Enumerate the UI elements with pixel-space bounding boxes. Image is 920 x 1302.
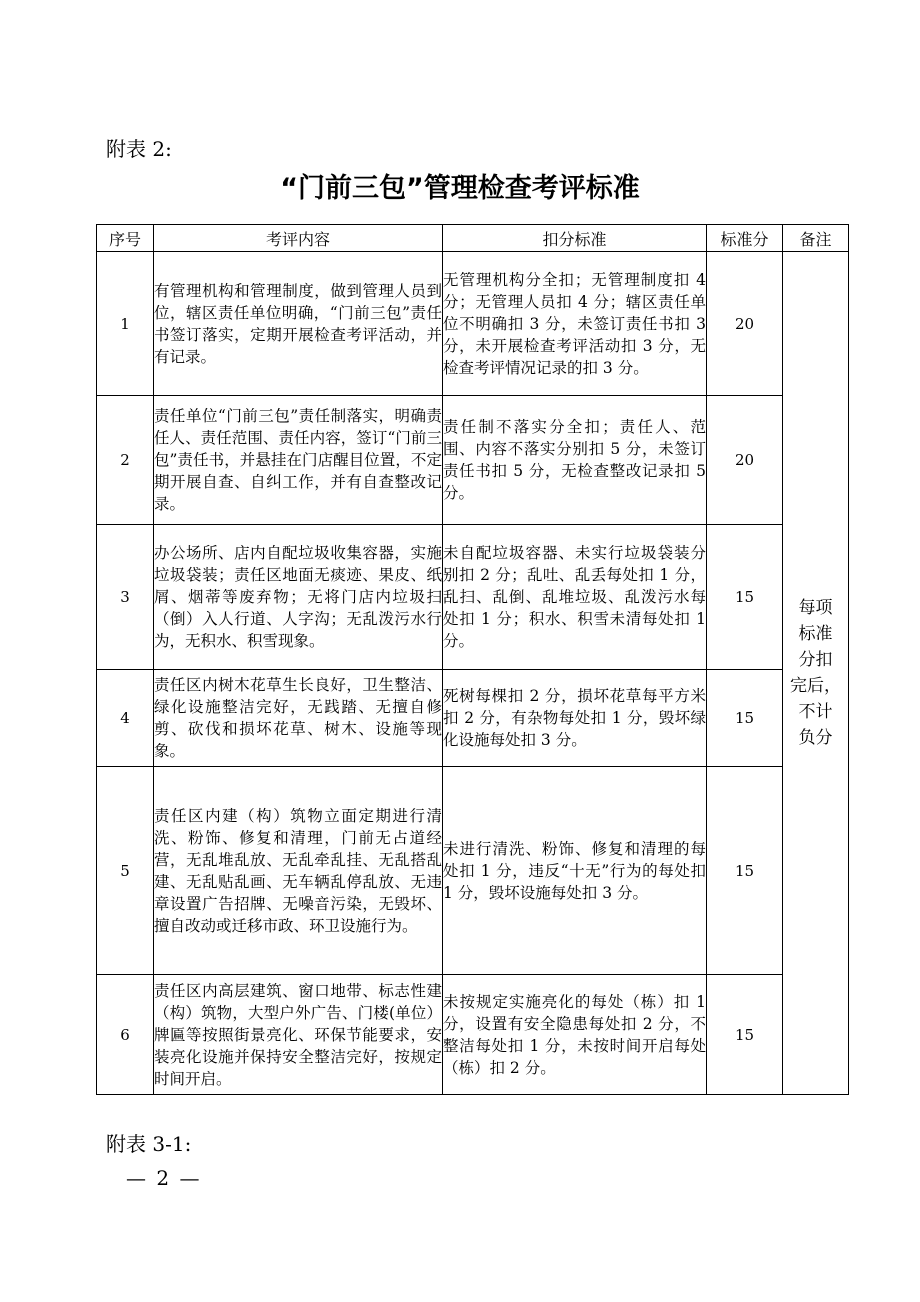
evaluation-table — [96, 224, 849, 1095]
remark-line: 标准 — [798, 624, 833, 644]
table-row — [97, 396, 849, 525]
table-row — [97, 525, 849, 670]
row-deduction: 未自配垃圾容器、未实行垃圾袋装分别扣 2 分；乱吐、乱丢每处扣 1 分，乱扫、乱倒、乱堆垃圾、乱泼污水每处扣 1 分；积水、积雪未清每处扣 1 分。 — [443, 525, 707, 670]
row-deduction: 未进行清洗、粉饰、修复和清理的每处扣 1 分，违反“十无”行为的每处扣 1 分，毁坏设施每处扣 3 分。 — [443, 767, 707, 975]
appendix-label: 附表 2: — [106, 137, 172, 161]
row-number: 6 — [97, 975, 154, 1095]
row-deduction: 死树每棵扣 2 分，损坏花草每平方米扣 2 分，有杂物每处扣 1 分，毁坏绿化设施每处扣 3 分。 — [443, 670, 707, 767]
row-number: 4 — [97, 670, 154, 767]
row-score: 20 — [707, 252, 783, 396]
row-deduction: 无管理机构分全扣；无管理制度扣 4 分；无管理人员扣 4 分；辖区责任单位不明确扣 3 分，未签订责任书扣 3 分，未开展检查考评活动扣 3 分，无检查考评情况记录的扣 3 分。 — [443, 252, 707, 396]
header-remark: 备注 — [783, 225, 849, 252]
row-number: 1 — [97, 252, 154, 396]
row-number: 5 — [97, 767, 154, 975]
row-content: 责任区内建（构）筑物立面定期进行清洗、粉饰、修复和清理，门前无占道经营，无乱堆乱放、无乱牵乱挂、无乱搭乱建、无乱贴乱画、无车辆乱停乱放、无违章设置广告招牌、无噪音污染，无毁坏、擅自改动或迁移市政、环卫设施行为。 — [154, 767, 443, 975]
table-row — [97, 252, 849, 396]
row-content: 责任区内树木花草生长良好，卫生整洁、绿化设施整洁完好，无践踏、无擅自修剪、砍伐和损坏花草、树木、设施等现象。 — [154, 670, 443, 767]
remark-line: 不计 — [798, 702, 833, 722]
header-score: 标准分 — [707, 225, 783, 252]
row-score: 15 — [707, 670, 783, 767]
row-number: 2 — [97, 396, 154, 525]
row-score: 15 — [707, 975, 783, 1095]
row-deduction: 责任制不落实分全扣；责任人、范围、内容不落实分别扣 5 分，未签订责任书扣 5 分，无检查整改记录扣 5 分。 — [443, 396, 707, 525]
document-title: “门前三包”管理检查考评标准 — [280, 173, 640, 204]
row-content: 有管理机构和管理制度，做到管理人员到位，辖区责任单位明确，“门前三包”责任书签订落实，定期开展检查考评活动，并有记录。 — [154, 252, 443, 396]
header-deduction: 扣分标准 — [443, 225, 707, 252]
row-score: 15 — [707, 525, 783, 670]
appendix-label-3-1: 附表 3-1: — [106, 1132, 192, 1156]
table-row — [97, 670, 849, 767]
remark-line: 完后， — [790, 676, 841, 696]
table-row — [97, 767, 849, 975]
row-content: 办公场所、店内自配垃圾收集容器，实施垃圾袋装；责任区地面无痰迹、果皮、纸屑、烟蒂等废弃物；无将门店内垃圾扫（倒）入人行道、人字沟；无乱泼污水行为，无积水、积雪现象。 — [154, 525, 443, 670]
table-row — [97, 975, 849, 1095]
page-number: — 2 — — [126, 1166, 202, 1190]
remark-cell — [783, 252, 849, 1095]
row-content: 责任单位“门前三包”责任制落实，明确责任人、责任范围、责任内容，签订“门前三包”责任书，并悬挂在门店醒目位置，不定期开展自查、自纠工作，并有自查整改记录。 — [154, 396, 443, 525]
row-score: 15 — [707, 767, 783, 975]
row-deduction: 未按规定实施亮化的每处（栋）扣 1 分，设置有安全隐患每处扣 2 分，不整洁每处扣 1 分，未按时间开启每处（栋）扣 2 分。 — [443, 975, 707, 1095]
remark-line: 分扣 — [798, 650, 833, 670]
row-score: 20 — [707, 396, 783, 525]
remark-line: 每项 — [798, 598, 833, 618]
row-content: 责任区内高层建筑、窗口地带、标志性建（构）筑物，大型户外广告、门楼(单位）牌匾等按照街景亮化、环保节能要求，安装亮化设施并保持安全整洁完好，按规定时间开启。 — [154, 975, 443, 1095]
header-content: 考评内容 — [154, 225, 443, 252]
header-no: 序号 — [97, 225, 154, 252]
table-header-row — [97, 225, 849, 252]
remark-line: 负分 — [798, 728, 833, 748]
row-number: 3 — [97, 525, 154, 670]
